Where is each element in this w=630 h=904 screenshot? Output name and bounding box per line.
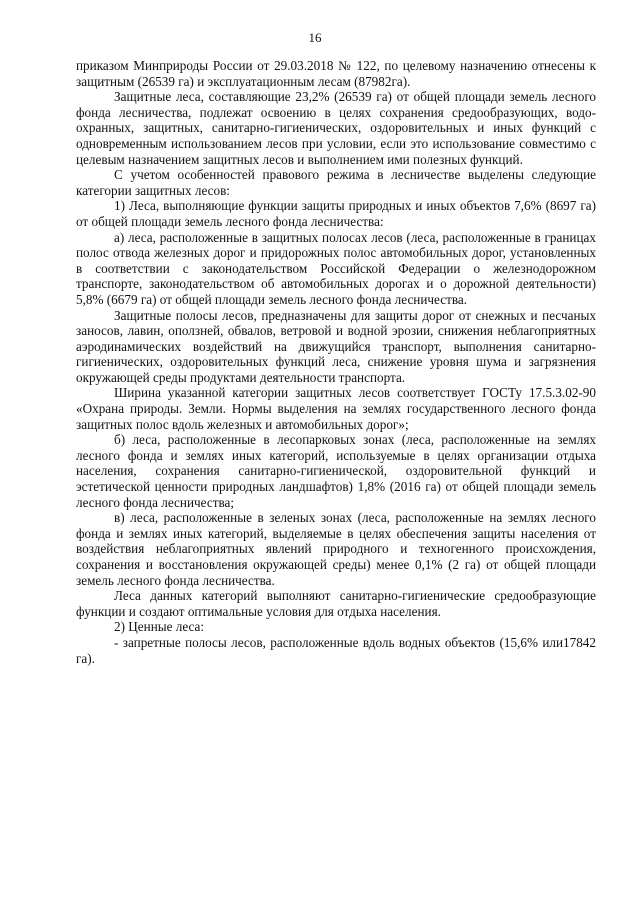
paragraph: 2) Ценные леса:	[114, 619, 205, 635]
paragraph: в) леса, расположенные в зеленых зонах (леса, расположенные на землях лесного фонда и землях иных категорий, выделяемые в целях обеспечения защиты населения от воздействия неблагоприятных явлений природного и техногенного происхождения, сохранения и восстановления окружающей среды) менее 0,1% (2 га) от общей площади земель лесного фонда лесничества.	[76, 510, 596, 588]
paragraph: приказом Минприроды России от 29.03.2018 № 122, по целевому назначению отнесены к защитным (26539 га) и эксплуатационным лесам (87982га).	[76, 58, 596, 89]
paragraph: б) леса, расположенные в лесопарковых зонах (леса, расположенные на землях лесного фонда и землях иных категорий, используемые в целях организации отдыха населения, сохранения санитарно-гигиенической, оздоровительной функций и эстетической ценности природных ландшафтов) 1,8% (2016 га) от общей площади земель лесного фонда лесничества;	[76, 432, 596, 510]
paragraph: а) леса, расположенные в защитных полосах лесов (леса, расположенные в границах полос отвода железных дорог и придорожных полос автомобильных дорог, установленных в соответствии с законодательством Российской Федерации о железнодорожном транспорте, законодательством об автомобильных дорогах и о дорожной деятельности) 5,8% (6679 га) от общей площади земель лесного фонда лесничества.	[76, 229, 596, 307]
paragraph: Леса данных категорий выполняют санитарно-гигиенические средообразующие функции и создают оптимальные условия для отдыха населения.	[76, 588, 596, 619]
paragraph: - запретные полосы лесов, расположенные вдоль водных объектов (15,6% или17842 га).	[76, 634, 596, 666]
paragraph: Защитные полосы лесов, предназначены для защиты дорог от снежных и песчаных заносов, лавин, оползней, обвалов, ветровой и водной эрозии, снижения неблагоприятных аэродинамических воздействий на движущийся транспорт, выполнения санитарно-гигиенических, оздоровительных функций леса, снижение уровня шума и загрязнения окружающей среды продуктами деятельности транспорта.	[76, 307, 596, 385]
document-body	[76, 58, 596, 666]
paragraph: Ширина указанной категории защитных лесов соответствует ГОСТу 17.5.3.02-90 «Охрана природы. Земли. Нормы выделения на землях государственного лесного фонда защитных полос вдоль железных и автомобильных дорог»;	[76, 385, 596, 432]
paragraph: 1) Леса, выполняющие функции защиты природных и иных объектов 7,6% (8697 га) от общей площади земель лесного фонда лесничества:	[76, 198, 596, 229]
page-number: 16	[308, 30, 322, 45]
paragraph: С учетом особенностей правового режима в лесничестве выделены следующие категории защитных лесов:	[76, 167, 596, 198]
paragraph: Защитные леса, составляющие 23,2% (26539 га) от общей площади земель лесного фонда лесничества, подлежат освоению в целях сохранения средообразующих, водо-охранных, защитных, санитарно-гигиенических, оздоровительных и иных функций с одновременным использованием лесов при условии, если это использование совместимо с целевым назначением защитных лесов и выполнением ими полезных функций.	[76, 89, 596, 167]
